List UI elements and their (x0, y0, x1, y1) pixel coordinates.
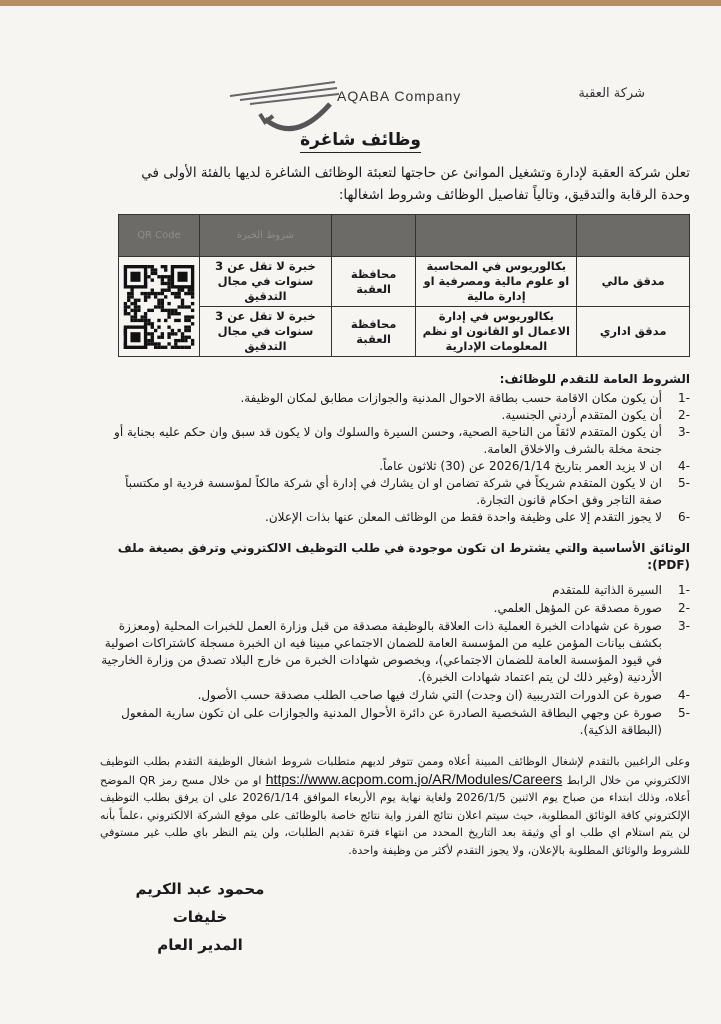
general-conditions (100, 371, 690, 526)
general-conditions-list (100, 390, 690, 526)
table-row (119, 307, 690, 357)
item-number: -3 (678, 425, 690, 439)
logo-english-text: AQABA Company (337, 88, 462, 104)
item-text: صورة عن شهادات الخبرة العملية ذات العلاقة بالوظيفة مصدقة من قبل وزارة العمل للخبرات المحلية (ومعززة بكشف بيانات المؤمن عليه من المؤسسة العامة للضمان الاجتماعي مبينا فيه ان الخبرة مسجلة كاشتراكات اصولية في قيود المؤسسة العامة للضمان الاجتماعي)، وبخصوص شهادات الخبرة من خارج البلاد تصدق من وزارة الخارجية الأردنية (وغير ذلك لن يتم اعتماد شهادات الخبرة). (101, 619, 662, 684)
list-item (100, 687, 690, 704)
intro-paragraph: تعلن شركة العقبة لإدارة وتشغيل الموانئ عن حاجتها لتعبئة الوظائف الشاغرة لديها بالفئة الأولى في وحدة الرقابة والتدقيق، وتالياً تفاصيل الوظائف وشروط اشغالها: (141, 165, 690, 203)
signatory-position: المدير العام (157, 936, 243, 954)
item-number: -3 (678, 619, 690, 633)
list-item (100, 600, 690, 617)
list-item (100, 458, 690, 475)
qr-code-icon[interactable] (123, 265, 195, 349)
signature-block (125, 875, 275, 959)
general-conditions-heading: الشروط العامة للتقدم للوظائف: (499, 372, 690, 386)
job-location: محافظة العقبة (331, 307, 415, 357)
item-number: -6 (678, 510, 690, 524)
signatory-name: محمود عبد الكريم خليفات (135, 880, 265, 926)
item-text: صورة عن الدورات التدريبية (ان وجدت) التي شارك فيها صاحب الطلب مصدقة حسب الأصول. (197, 688, 662, 702)
header-qr: QR Code (119, 215, 200, 257)
list-item (100, 509, 690, 526)
job-experience: خبرة لا تقل عن 3 سنوات في مجال التدقيق (200, 307, 332, 357)
header-location (331, 215, 415, 257)
jobs-table (118, 214, 690, 357)
job-title: مدقق مالي (577, 257, 690, 307)
list-item (100, 705, 690, 739)
table-row (119, 257, 690, 307)
header-qualification (416, 215, 577, 257)
job-location: محافظة العقبة (331, 257, 415, 307)
job-experience: خبرة لا تقل عن 3 سنوات في مجال التدقيق (200, 257, 332, 307)
documents-heading: الوثائق الأساسية والتي يشترط ان تكون موجودة في طلب التوظيف الالكتروني وترفق بصيغة ملف (PDF): (117, 541, 690, 572)
table-header-row (119, 215, 690, 257)
qr-cell (119, 257, 200, 357)
item-number: -4 (678, 688, 690, 702)
ship-anchor-logo-icon (225, 74, 345, 134)
item-number: -5 (678, 476, 690, 490)
list-item (100, 475, 690, 509)
careers-link[interactable]: https://www.acpom.com.jo/AR/Modules/Careers (265, 770, 563, 787)
item-number: -4 (678, 459, 690, 473)
list-item (100, 582, 690, 599)
item-number: -5 (678, 706, 690, 720)
list-item (100, 407, 690, 424)
page-title (0, 130, 721, 150)
document-body (100, 162, 690, 959)
closing-paragraph (100, 753, 690, 859)
job-qualification: بكالوريوس في إدارة الاعمال او القانون او نظم المعلومات الإدارية (416, 307, 577, 357)
item-number: -2 (678, 408, 690, 422)
item-text: لا يجوز التقدم إلا على وظيفة واحدة فقط من الوظائف المعلن عنها بذات الإعلان. (265, 510, 662, 524)
desk-edge (0, 0, 721, 6)
page-title-text: وظائف شاغرة (300, 130, 421, 153)
list-item (100, 424, 690, 458)
item-text: صورة عن وجهي البطاقة الشخصية الصادرة عن دائرة الأحوال المدنية والجوازات على ان تكون سارية المفعول (البطاقة الذكية). (121, 706, 662, 737)
item-text: السيرة الذاتية للمتقدم (552, 583, 662, 597)
closing-text-end: او من خلال مسح رمز QR الموضح أعلاه، وذلك ابتداء من صباح يوم الاثنين 2026/1/5 ولغاية نهاية يوم الأربعاء الموافق 2026/1/14 على ان يرفق بطلب التوظيف الإلكتروني كافة الوثائق المطلوبة، حيث سيتم اعلان نتائج الفرز واية نتائج خاصة بالوظائف على موقع الشركة الالكتروني ،علماً بأنه لن يتم استلام اي طلب او أي وثيقة بعد التاريخ المحدد من انتهاء فترة تقديم الطلبات، ولن يتم النظر باي طلب غير مستوفي للشروط والوثائق المطلوبة بالإعلان، ولا يجوز التقدم لأكثر من وظيفة واحدة. (100, 773, 690, 857)
job-title: مدقق اداري (577, 307, 690, 357)
item-text: ان لا يزيد العمر بتاريخ 2026/1/14 عن (30) ثلاثون عاماً. (379, 459, 662, 473)
item-text: أن يكون مكان الاقامة حسب بطاقة الاحوال المدنية والجوازات مطابق لمكان الوظيفة. (240, 391, 662, 405)
item-text: أن يكون المتقدم لائقاً من الناحية الصحية، وحسن السيرة والسلوك وان لا يكون قد سبق وان حكم عليه بجناية أو جنحة مخلة بالشرف والاخلاق العامة. (114, 425, 662, 456)
header-experience: شروط الخبرة (200, 215, 332, 257)
list-item (100, 390, 690, 407)
closing-text-start: وعلى الراغبين بالتقدم لإشغال الوظائف المبينة أعلاه وممن تتوفر لديهم متطلبات شروط اشغال الوظيفة التقدم بطلب التوظيف الالكتروني من خلال الرابط (100, 755, 690, 787)
item-number: -1 (678, 391, 690, 405)
item-number: -2 (678, 601, 690, 615)
header-title (577, 215, 690, 257)
item-text: صورة مصدقة عن المؤهل العلمي. (493, 601, 662, 615)
job-qualification: بكالوريوس في المحاسبة او علوم مالية ومصرفية او إدارة مالية (416, 257, 577, 307)
document-page (0, 4, 721, 1024)
item-text: أن يكون المتقدم أردني الجنسية. (501, 408, 662, 422)
documents-list (100, 582, 690, 739)
list-item (100, 618, 690, 686)
item-number: -1 (678, 583, 690, 597)
item-text: ان لا يكون المتقدم شريكاً في شركة تضامن او ان يشارك في إدارة أي شركة مالكاً لمؤسسة فردية او مكتسباً صفة التاجر وفق احكام قانون التجارة. (125, 476, 662, 507)
logo-arabic-text: شركة العقبة (578, 86, 645, 101)
required-documents (100, 540, 690, 739)
company-logo (225, 84, 645, 124)
